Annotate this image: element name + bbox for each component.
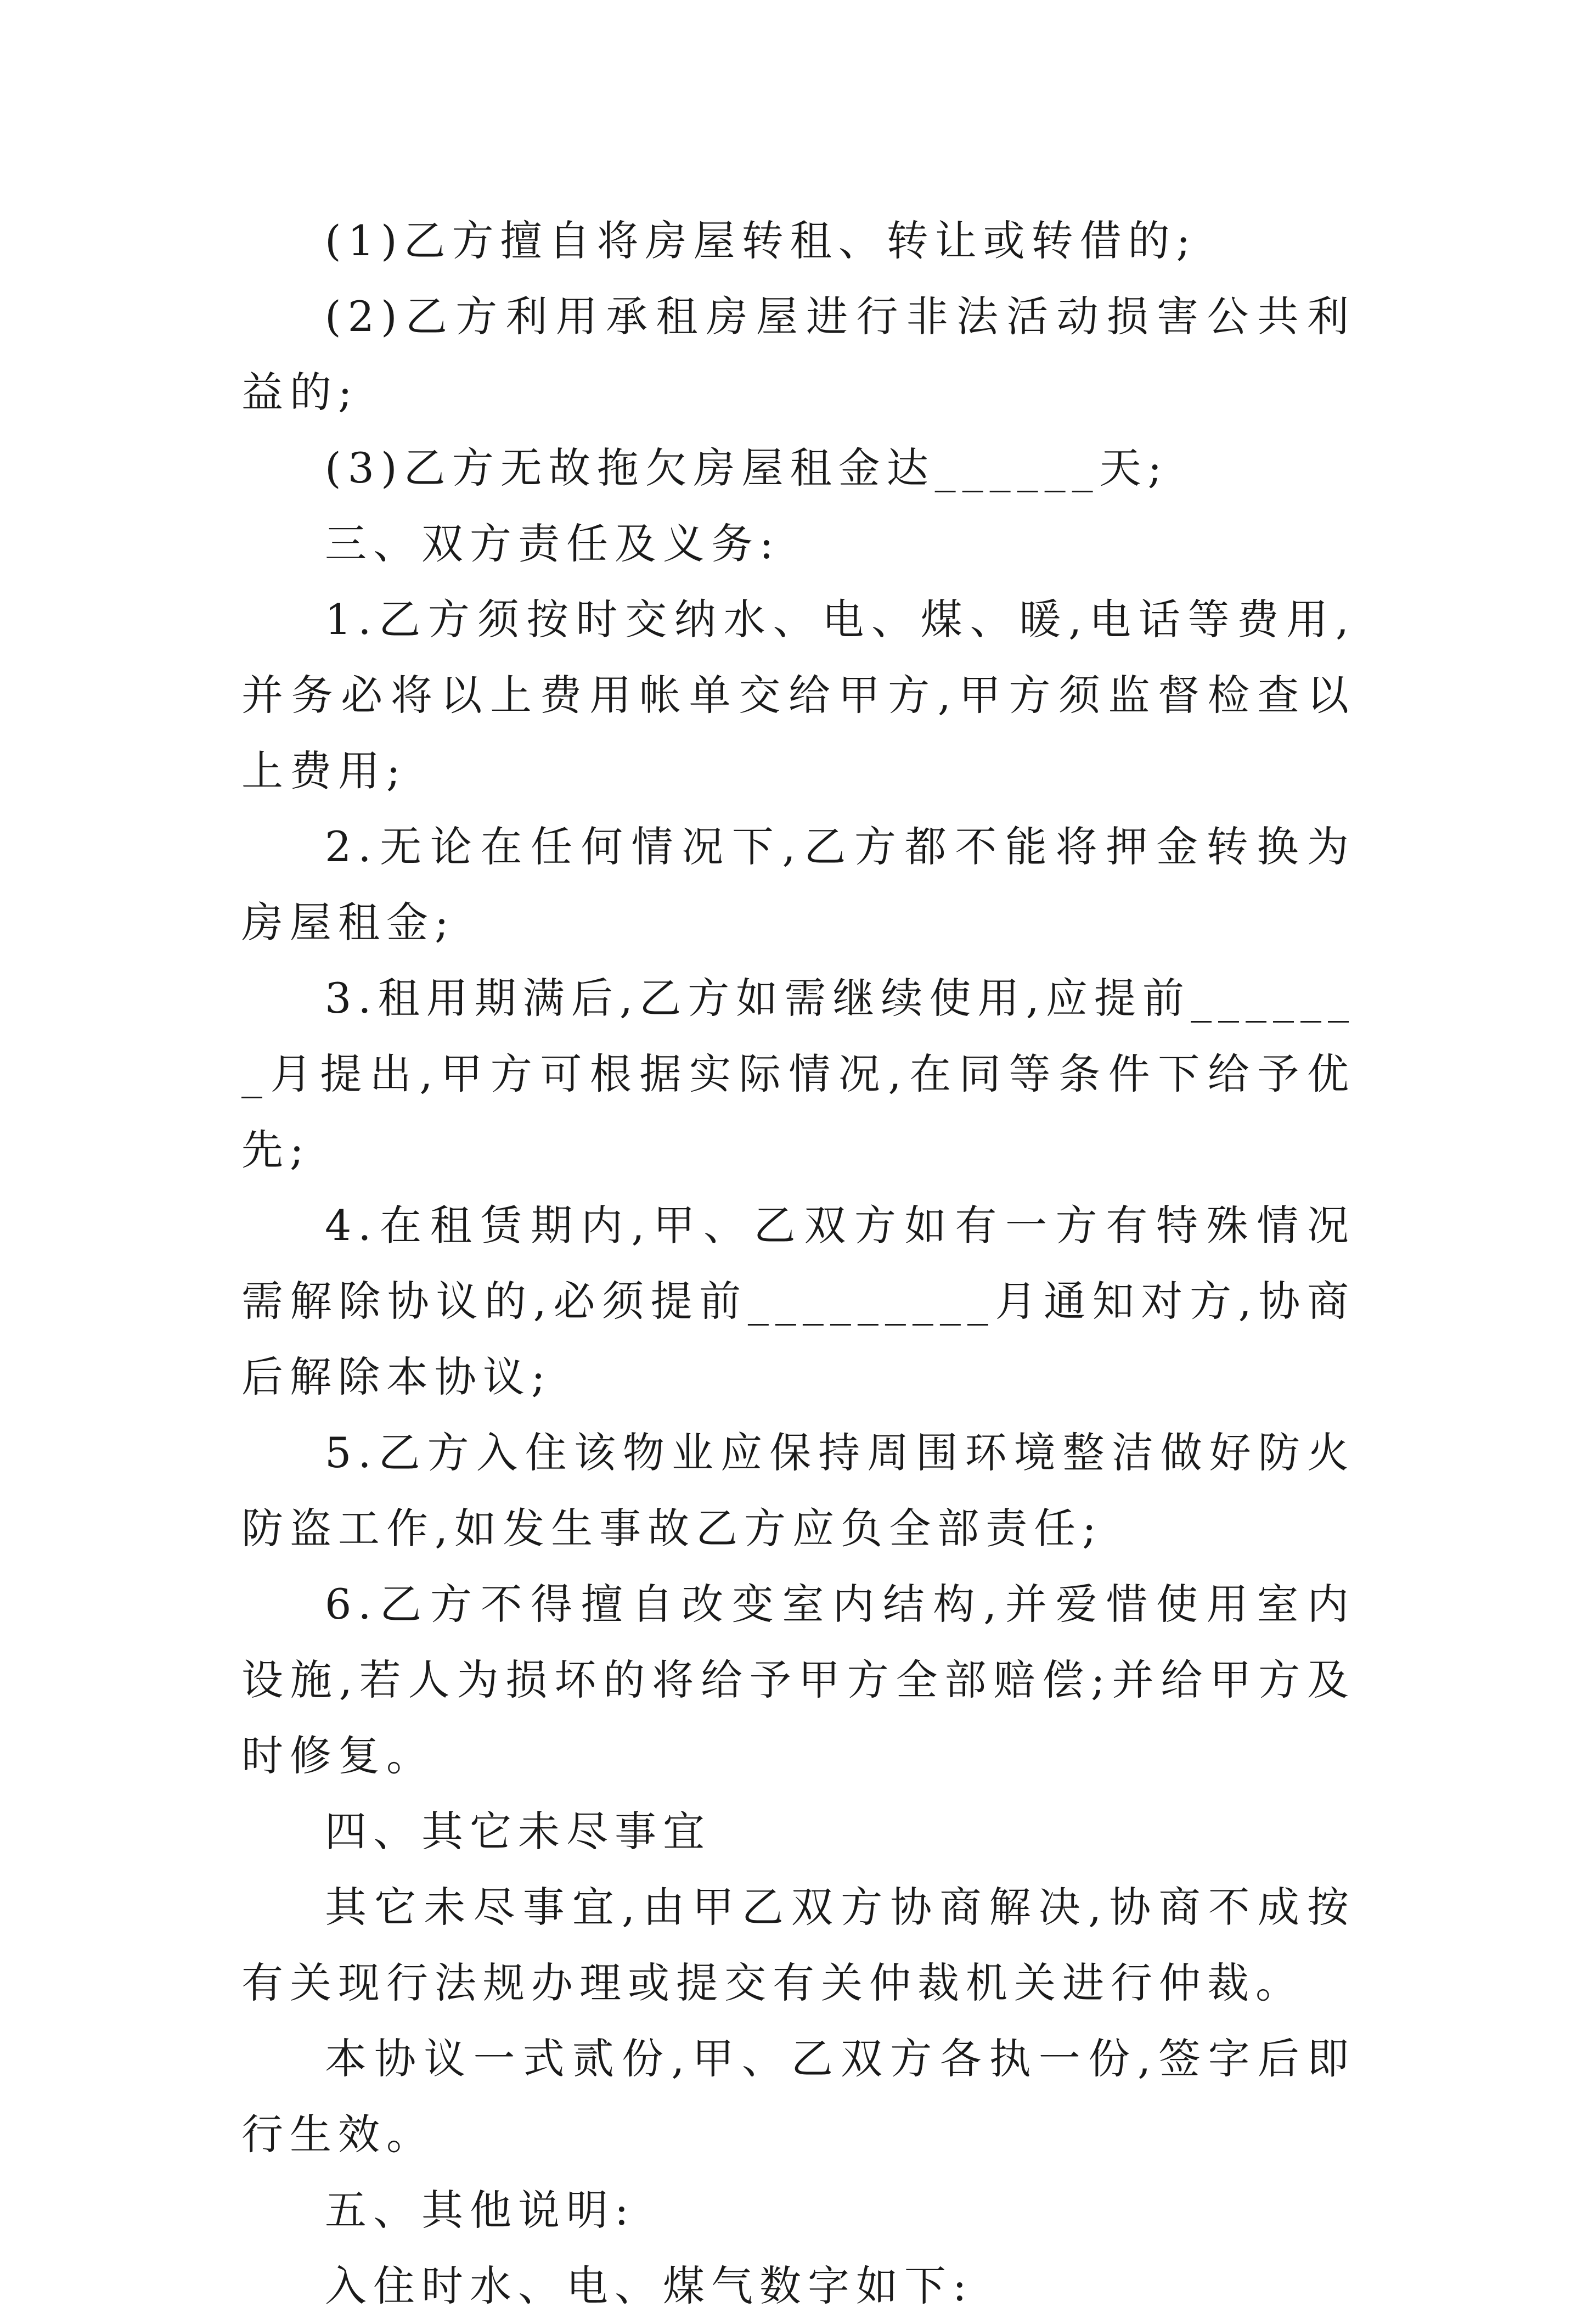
section-heading-other-notes: 五、其他说明: [325,2186,635,2235]
clause-copies: 本协议一式贰份,甲、乙双方各执一份,签字后即行生效。 [241,2034,1355,2159]
clause-utility-fees: 1.乙方须按时交纳水、电、煤、暖,电话等费用,并务必将以上费用帐单交给甲方,甲方须监督检查以上费用; [241,595,1355,795]
document-body [241,203,1355,2324]
clause-sublet: (1)乙方擅自将房屋转租、转让或转借的; [325,216,1197,265]
section-heading-responsibilities: 三、双方责任及义务: [325,519,780,568]
clause-fire-safety: 5.乙方入住该物业应保持周围环境整洁做好防火防盗工作,如发生事故乙方应负全部责任; [241,1428,1355,1553]
clause-deposit: 2.无论在任何情况下,乙方都不能将押金转换为房屋租金; [241,822,1355,947]
clause-illegal-use: (2)乙方利用承租房屋进行非法活动损害公共利益的; [241,292,1355,417]
clause-structure: 6.乙方不得擅自改变室内结构,并爱惜使用室内设施,若人为损坏的将给予甲方全部赔偿;并给甲方及时修复。 [241,1580,1355,1780]
clause-rent-arrears: (3)乙方无故拖欠房屋租金达______天; [325,444,1169,492]
clause-other-matters: 其它未尽事宜,由甲乙双方协商解决,协商不成按有关现行法规办理或提交有关仲裁机关进行仲裁。 [241,1883,1355,2007]
clause-renewal: 3.租用期满后,乙方如需继续使用,应提前_______月提出,甲方可根据实际情况,在同等条件下给予优先; [241,974,1355,1174]
clause-meter-readings: 入住时水、电、煤气数字如下: [325,2261,973,2310]
clause-termination: 4.在租赁期内,甲、乙双方如有一方有特殊情况需解除协议的,必须提前_________月通知对方,协商后解除本协议; [241,1201,1355,1401]
section-heading-other-matters: 四、其它未尽事宜 [325,1807,711,1856]
